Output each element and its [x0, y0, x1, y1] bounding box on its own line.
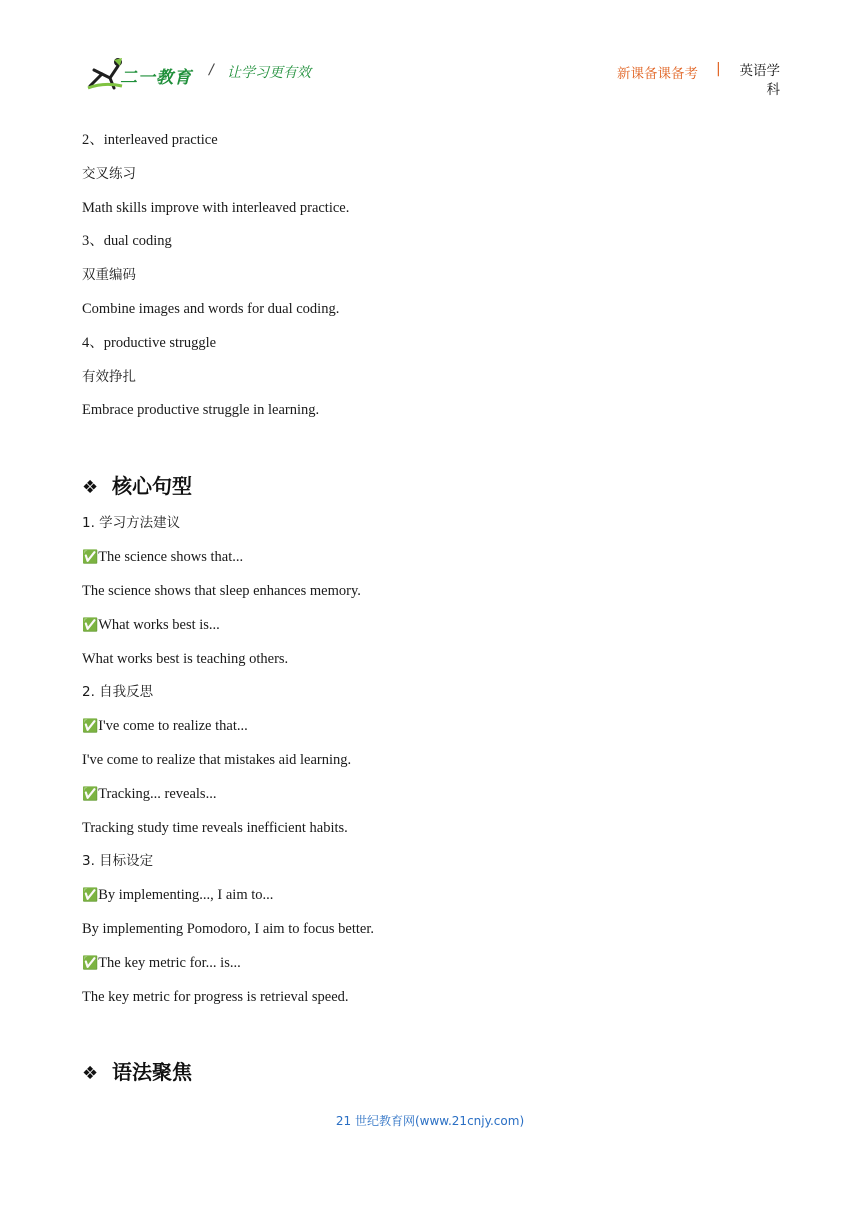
pattern-example: Tracking study time reveals inefficient habits. [82, 820, 348, 836]
pattern-line [82, 548, 243, 567]
header-separator: | [716, 61, 721, 77]
slogan: 让学习更有效 [227, 65, 311, 81]
section-title: 语法聚焦 [112, 1060, 192, 1084]
section-title: 核心句型 [112, 474, 192, 498]
pattern-line [82, 954, 241, 973]
pattern-line [82, 886, 273, 905]
vocab-meaning: 有效挣扎 [82, 369, 136, 385]
check-icon: ✅ [82, 787, 99, 802]
pattern-example: By implementing Pomodoro, I aim to focus better. [82, 921, 374, 937]
group-title: 1. 学习方法建议 [82, 515, 181, 531]
group-title: 3. 目标设定 [82, 853, 154, 869]
vocab-example: Math skills improve with interleaved practice. [82, 200, 350, 216]
check-icon: ✅ [82, 618, 99, 633]
page-footer: 21 世纪教育网(www.21cnjy.com) [335, 1114, 525, 1128]
check-icon: ✅ [82, 719, 99, 734]
pattern-example: I've come to realize that mistakes aid learning. [82, 752, 352, 768]
pattern-text: What works best is... [98, 617, 220, 633]
pattern-line [82, 616, 220, 635]
pattern-text: By implementing..., I aim to... [98, 887, 274, 903]
header-subject: 英语学科 [739, 63, 780, 98]
section-heading-grammar [82, 1056, 192, 1085]
vocab-term: 2、interleaved practice [82, 132, 218, 148]
vocab-meaning: 交叉练习 [82, 166, 136, 182]
diamond-bullet-icon: ❖ [82, 477, 99, 498]
pattern-text: I've come to realize that... [98, 718, 248, 734]
pattern-example: The science shows that sleep enhances memory. [82, 583, 361, 599]
header-right-label: 新课备课备考 [617, 66, 698, 82]
check-icon: ✅ [82, 956, 99, 971]
check-icon: ✅ [82, 550, 99, 565]
diamond-bullet-icon: ❖ [82, 1063, 99, 1084]
pattern-example: The key metric for progress is retrieval speed. [82, 989, 349, 1005]
check-icon: ✅ [82, 888, 99, 903]
pattern-example: What works best is teaching others. [82, 651, 289, 667]
pattern-text: Tracking... reveals... [98, 786, 217, 802]
pattern-line [82, 717, 248, 736]
vocab-example: Embrace productive struggle in learning. [82, 402, 320, 418]
pattern-text: The key metric for... is... [98, 955, 241, 971]
page-header [0, 0, 860, 110]
group-title: 2. 自我反思 [82, 684, 154, 700]
pattern-text: The science shows that... [98, 549, 244, 565]
slogan-slash: / [209, 62, 214, 78]
logo-text: 二一教育 [120, 68, 192, 88]
section-heading-core [82, 470, 192, 499]
vocab-example: Combine images and words for dual coding. [82, 301, 340, 317]
pattern-line [82, 785, 216, 804]
vocab-meaning: 双重编码 [82, 267, 136, 283]
vocab-term: 3、dual coding [82, 233, 172, 249]
vocab-term: 4、productive struggle [82, 335, 217, 351]
